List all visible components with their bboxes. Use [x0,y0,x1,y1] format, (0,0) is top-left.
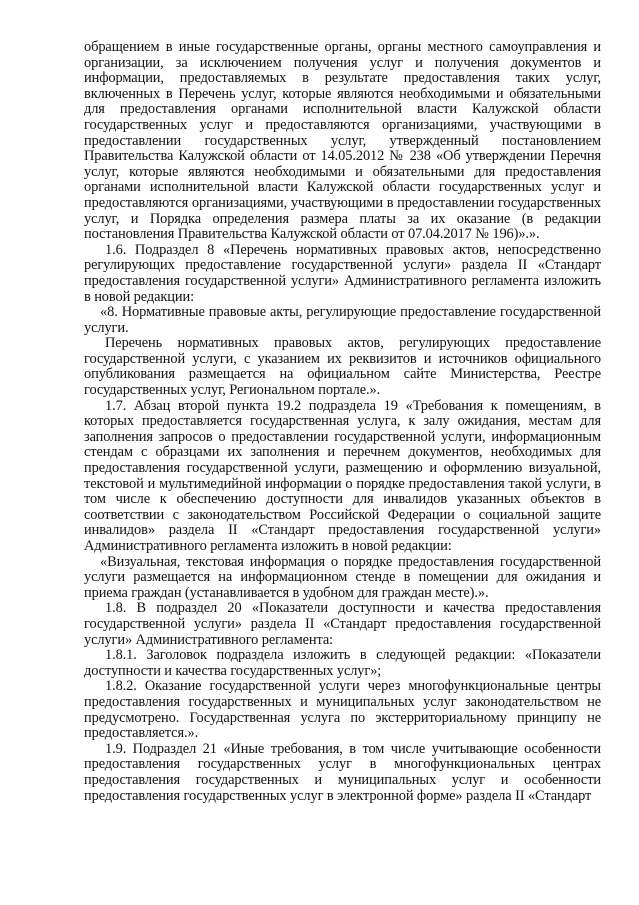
document-page [84,40,601,804]
paragraph-8-body: Перечень нормативных правовых актов, регулирующих предоставление государственной услуги, с указанием их реквизитов и источников официального опубликования размещается на официальном сайте Министерства, Реестре государственных услуг, Региональном портале.». [84,335,601,399]
paragraph-8-heading: «8. Нормативные правовые акты, регулирующие предоставление государственной услуги. [84,304,601,336]
paragraph-1-8-1: 1.8.1. Заголовок подраздела изложить в следующей редакции: «Показатели доступности и качества государственных услуг»; [84,647,601,679]
paragraph-1-9: 1.9. Подраздел 21 «Иные требования, в том числе учитывающие особенности предоставления государственных услуг в многофункциональных центрах предоставления государственных и муниципальных услуг и особенности предоставления государственных услуг в электронной форме» раздела II «Стандарт [84,740,601,804]
paragraph-1-7-quote: «Визуальная, текстовая информация о порядке предоставления государственной услуги размещается на информационном стенде в помещении для ожидания и приема граждан (устанавливается в удобном для граждан месте).». [84,553,601,601]
paragraph-1-8: 1.8. В подраздел 20 «Показатели доступности и качества предоставления государственной услуги» раздела II «Стандарт предоставления государственной услуги» Административного регламента: [84,600,601,648]
paragraph-1-7: 1.7. Абзац второй пункта 19.2 подраздела 19 «Требования к помещениям, в которых предоставляется государственная услуга, к залу ожидания, местам для заполнения запросов о предоставлении государственной услуги, информационным стендам с образцами их заполнения и перечнем документов, необходимых для предоставления государственной услуги, размещению и оформлению визуальной, текстовой и мультимедийной информации о порядке предоставления такой услуги, в том числе к обеспечению доступности для инвалидов указанных объектов в соответствии с законодательством Российской Федерации о социальной защите инвалидов» раздела II «Стандарт предоставления государственной услуги» Административного регламента изложить в новой редакции: [84,397,601,554]
paragraph-continuation: обращением в иные государственные органы, органы местного самоуправления и организации, за исключением получения услуг и получения документов и информации, предоставляемых в результате предоставления таких услуг, включенных в Перечень услуг, которые являются необходимыми и обязательными для предоставления органами исполнительной власти Калужской области государственных услуг и предоставляются организациями, участвующими в предоставлении государственных услуг, утвержденный постановлением Правительства Калужской области от 14.05.2012 № 238 «Об утверждении Перечня услуг, которые являются необходимыми и обязательными для предоставления органами исполнительной власти Калужской области государственных услуг и предоставляются организациями, участвующими в предоставлении государственных услуг, и Порядка определения размера платы за их оказание (в редакции постановления Правительства Калужской области от 07.04.2017 № 196)».». [84,39,601,243]
paragraph-1-6: 1.6. Подраздел 8 «Перечень нормативных правовых актов, непосредственно регулирующих предоставление государственной услуги» раздела II «Стандарт предоставления государственной услуги» Административного регламента изложить в новой редакции: [84,241,601,305]
paragraph-1-8-2: 1.8.2. Оказание государственной услуги через многофункциональные центры предоставления государственных и муниципальных услуг законодательством не предусмотрено. Государственная услуга по экстерриториальному принципу не предоставляется.». [84,678,601,742]
